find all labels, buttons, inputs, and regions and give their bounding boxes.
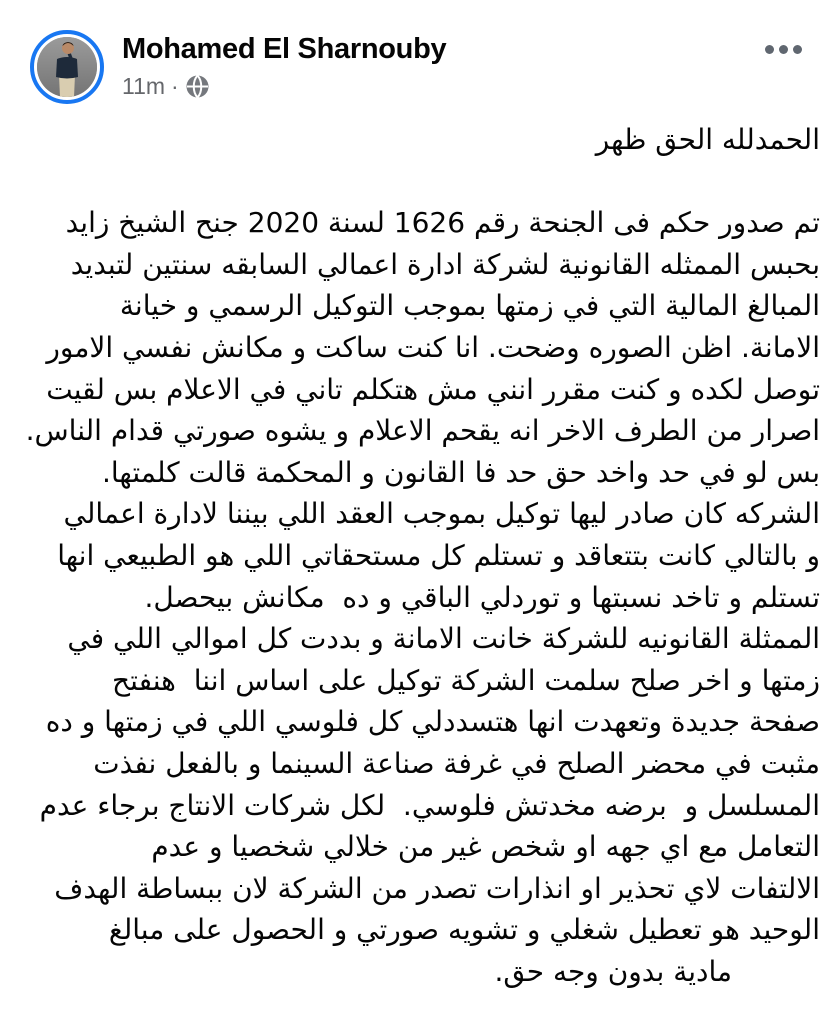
post-text-line: المبالغ المالية التي في زمتها بموجب التوكيل الرسمي و خيانة xyxy=(119,289,820,323)
post-text-line: صفحة جديدة وتعهدت انها هتسددلي كل فلوسي اللي في زمتها و ده xyxy=(45,705,820,739)
post-text-line: الامانة. اظن الصوره وضحت. انا كنت ساكت و مكانش نفسي الامور xyxy=(46,330,820,364)
post-text-line: الحمدلله الحق ظهر xyxy=(595,123,820,156)
dot-icon xyxy=(765,45,774,54)
post-text-line: مادية بدون وجه حق. xyxy=(494,954,732,988)
post-header xyxy=(0,0,828,104)
profile-photo xyxy=(37,37,97,97)
post-text-line: التعامل مع اي جهه او شخص غير من خلالي شخصيا و عدم xyxy=(151,830,820,864)
post-text-line: مثبت في محضر الصلح في غرفة صناعة السينما و بالفعل نفذت xyxy=(93,746,820,780)
post-meta xyxy=(122,73,446,100)
post-text-line: بس لو في حد واخد حق حد فا القانون و المحكمة قالت كلمتها. xyxy=(101,455,820,489)
post-text-line: بحبس الممثله القانونية لشركة ادارة اعمالي السابقه سنتين لتبديد xyxy=(70,247,820,281)
dot-icon xyxy=(779,45,788,54)
post-text-line: تم صدور حكم فى الجنحة رقم 1626 لسنة 2020 جنح الشيخ زايد xyxy=(65,206,820,240)
dot-icon xyxy=(793,45,802,54)
profile-photo-icon xyxy=(37,37,97,97)
post-text-line: الشركه كان صادر ليها توكيل بموجب العقد اللي بيننا لادارة اعمالي xyxy=(63,497,820,531)
post-body xyxy=(0,119,828,992)
timestamp[interactable]: 11m xyxy=(122,72,166,99)
globe-public-icon xyxy=(185,74,210,99)
post-text-line: الممثلة القانونيه للشركة خانت الامانة و بددت كل اموالي اللي في xyxy=(67,622,820,656)
post-text-line: توصل لكده و كنت مقرر انني مش هتكلم تاني في الاعلام بس لقيت xyxy=(46,372,820,406)
author-name[interactable]: Mohamed El Sharnouby xyxy=(122,33,447,65)
post-text-line: المسلسل و برضه مخدتش فلوسي. لكل شركات الانتاج برجاء عدم xyxy=(39,788,820,822)
header-text xyxy=(122,30,446,100)
post-text-line: زمتها و اخر صلح سلمت الشركة توكيل على اساس اننا هنفتح xyxy=(112,663,820,697)
post-text-line: الالتفات لاي تحذير او انذارات تصدر من الشركة لان ببساطة الهدف xyxy=(54,871,820,905)
post-text-line: الوحيد هو تعطيل شغلي و تشويه صورتي و الحصول على مبالغ xyxy=(108,913,820,947)
post-text-line: اصرار من الطرف الاخر انه يقحم الاعلام و يشوه صورتي قدام الناس. xyxy=(26,414,820,448)
avatar[interactable] xyxy=(30,30,104,104)
meta-separator: · xyxy=(171,72,179,99)
post-text-line: و بالتالي كانت بتتعاقد و تستلم كل مستحقاتي اللي هو الطبيعي انها xyxy=(57,538,820,572)
more-options-button[interactable] xyxy=(761,41,806,58)
post-text-line xyxy=(26,161,820,203)
post-text-line: تستلم و تاخد نسبتها و توردلي الباقي و ده مكانش بيحصل. xyxy=(144,580,820,614)
